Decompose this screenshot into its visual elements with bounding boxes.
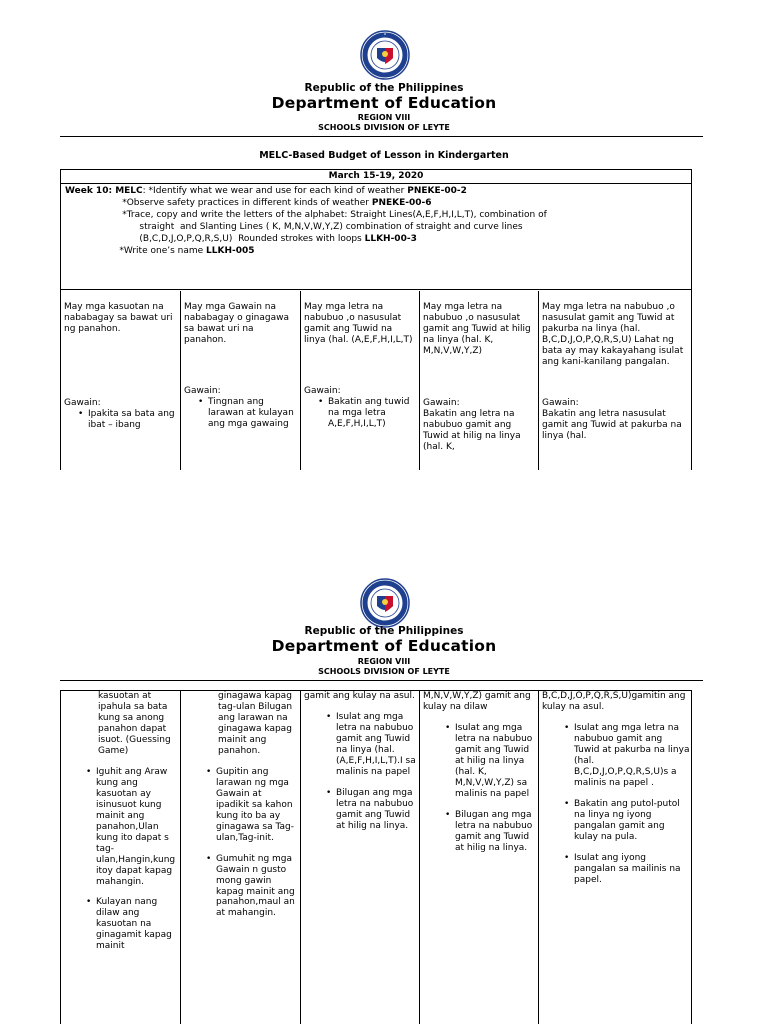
page-1-column — [420, 291, 539, 472]
page-2-column — [539, 691, 693, 1024]
melc-text: *Trace, copy and write the letters of the alphabet: Straight Lines(A,E,F,H,I,L,T), combination of — [65, 210, 547, 220]
lesson-table-page-2 — [60, 690, 692, 1024]
melc-line — [65, 197, 687, 209]
activity-item: • Bilugan ang mga letra na nabubuo gamit ang Tuwid at hilig na linya. — [443, 810, 535, 854]
melc-code: PNEKE-00-6 — [371, 198, 432, 208]
melc-line — [65, 221, 687, 233]
melc-code: PNEKE-00-2 — [407, 186, 467, 196]
melc-line — [65, 233, 687, 245]
activity-item: • Bakatin ang putol-putol na linya ng iyong pangalan gamit ang kulay na pula. — [562, 799, 690, 843]
republic-label: Republic of the Philippines — [304, 625, 464, 637]
page-1 — [0, 0, 768, 470]
competency-text: May mga Gawain na nababagay o ginagawa sa bawat uri na panahon. — [184, 302, 289, 345]
page-2-column — [61, 691, 181, 1024]
continued-text: B,C,D,J,O,P,Q,R,S,U)gamitin ang kulay na asul. — [542, 691, 686, 712]
page-2-columns — [61, 691, 691, 1024]
department-title: Department of Education — [271, 637, 497, 655]
date-row: March 15-19, 2020 — [61, 170, 691, 184]
division-label: SCHOOLS DIVISION OF LEYTE — [318, 667, 450, 676]
activity-item: • Isulat ang mga letra na nabubuo gamit ang Tuwid at hilig na linya (hal. K, M,N,V,W,Y,Z) sa malinis na papel — [443, 723, 535, 800]
activity-item: • Bilugan ang mga letra na nabubuo gamit ang Tuwid at hilig na linya. — [324, 788, 416, 832]
region-label: REGION VIII — [357, 113, 411, 122]
activity-item: • Iguhit ang Araw kung ang kasuotan ay isinusuot kung mainit ang panahon,Ulan kung ito dapat s tag-ulan,Hangin,kung itoy dapat kapag mahangin. — [84, 767, 177, 888]
deped-seal-icon — [360, 578, 410, 628]
melc-line — [65, 209, 687, 221]
lesson-table-page-1 — [60, 169, 692, 471]
continued-text: kasuotan at ipahula sa bata kung sa anong panahon dapat isuot. (Guessing Game) — [98, 691, 171, 756]
header-divider — [60, 136, 703, 137]
activity-item: • Ipakita sa bata ang ibat – ibang — [76, 409, 177, 431]
republic-label: Republic of the Philippines — [304, 82, 464, 94]
activity-item: • Isulat ang iyong pangalan sa mailinis na papel. — [562, 853, 690, 886]
gawain-label: Gawain: — [542, 398, 579, 408]
division-label: SCHOOLS DIVISION OF LEYTE — [318, 123, 450, 132]
competency-text: May mga letra na nabubuo ,o nasusulat gamit ang Tuwid at hilig na linya (hal. K, M,N,V,W,Y,Z) — [423, 302, 531, 356]
deped-seal-icon — [360, 30, 410, 80]
page-2-column — [301, 691, 420, 1024]
page-1-column — [539, 291, 693, 472]
region-label: REGION VIII — [357, 657, 411, 666]
page-1-column — [181, 291, 301, 472]
document-title: MELC-Based Budget of Lesson in Kindergarten — [259, 150, 509, 161]
activity-item: • Bakatin ang tuwid na mga letra A,E,F,H,I,L,T) — [316, 397, 416, 430]
melc-code: Week 10: MELC — [65, 186, 143, 196]
melc-text: : *Identify what we wear and use for each kind of weather — [142, 186, 408, 196]
melc-text: straight and Slanting Lines ( K, M,N,V,W,Y,Z) combination of straight and curve lines — [65, 222, 523, 232]
activity-item: • Kulayan nang dilaw ang kasuotan na ginagamit kapag mainit — [84, 897, 177, 952]
continued-text: ginagawa kapag tag-ulan Bilugan ang larawan na ginagawa kapag mainit ang panahon. — [218, 691, 293, 756]
melc-code: LLKH-00-3 — [364, 234, 417, 244]
competency-text: May mga letra na nabubuo ,o nasusulat gamit ang Tuwid na linya (hal. (A,E,F,H,I,L,T) — [304, 302, 413, 345]
department-title: Department of Education — [271, 94, 497, 112]
melc-text: *Observe safety practices in different kinds of weather — [65, 198, 372, 208]
gawain-label: Gawain: — [184, 386, 221, 396]
melc-row — [61, 184, 691, 290]
page-1-column — [301, 291, 420, 472]
activity-item: • Gupitin ang larawan ng mga Gawain at ipadikit sa kahon kung ito ba ay ginagawa sa Tag-ulan,Tag-init. — [204, 767, 297, 844]
continued-text: gamit ang kulay na asul. — [304, 691, 415, 701]
page-1-columns — [61, 291, 691, 472]
activity-item: • Gumuhit ng mga Gawain n gusto mong gawin kapag mainit ang panahon,maul an at mahangin. — [204, 854, 297, 920]
melc-code: LLKH-005 — [206, 246, 255, 256]
melc-line — [65, 245, 687, 257]
continued-text: M,N,V,W,Y,Z) gamit ang kulay na dilaw — [423, 691, 531, 712]
gawain-label: Gawain: — [423, 398, 460, 408]
header-divider — [60, 680, 703, 681]
page-2-column — [181, 691, 301, 1024]
activity-text: Bakatin ang letra na nabubuo gamit ang Tuwid at hilig na linya (hal. K, — [423, 408, 521, 452]
gawain-label: Gawain: — [64, 398, 101, 408]
melc-text: (B,C,D,J,O,P,Q,R,S,U) Rounded strokes with loops — [65, 234, 365, 244]
gawain-label: Gawain: — [304, 386, 341, 396]
activity-item: • Isulat ang mga letra na nabubuo gamit ang Tuwid na linya (hal. (A,E,F,H,I,L,T).I sa malinis na papel — [324, 712, 416, 778]
melc-text: *Write one’s name — [65, 246, 207, 256]
page-2-column — [420, 691, 539, 1024]
activity-item: • Isulat ang mga letra na nabubuo gamit ang Tuwid at pakurba na linya (hal. B,C,D,J,O,P,Q,R,S,U)s a malinis na papel . — [562, 723, 690, 789]
melc-line — [65, 185, 687, 197]
activity-text: Bakatin ang letra nasusulat gamit ang Tuwid at pakurba na linya (hal. — [542, 408, 682, 441]
competency-text: May mga letra na nabubuo ,o nasusulat gamit ang Tuwid at pakurba na linya (hal. B,C,D,J,O,P,Q,R,S,U) Lahat ng bata ay may kakayahang isulat ang kani-kanilang pangalan. — [542, 302, 684, 367]
page-gap — [0, 470, 768, 576]
activity-item: • Tingnan ang larawan at kulayan ang mga gawaing — [196, 397, 297, 430]
page-1-column — [61, 291, 181, 472]
competency-text: May mga kasuotan na nababagay sa bawat uri ng panahon. — [64, 302, 173, 334]
page-2 — [0, 576, 768, 1024]
